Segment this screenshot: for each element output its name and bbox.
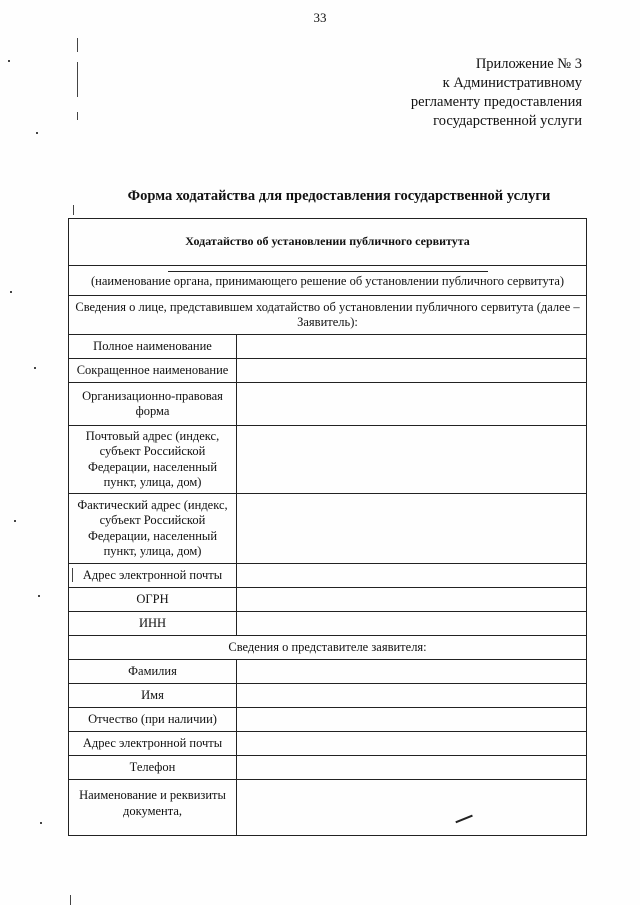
authority-name-line [168,271,488,272]
appendix-line: Приложение № 3 [475,56,582,72]
short-name-field[interactable] [237,359,587,383]
representative-email-field[interactable] [237,732,587,756]
phone-field[interactable] [237,756,587,780]
row-label-short-name: Сокращенное наименование [69,359,237,383]
appendix-line: регламенту предоставления [410,94,582,110]
appendix-line: к Административному [442,75,582,91]
legal-form-field[interactable] [237,383,587,426]
applicant-section-heading: Сведения о лице, представившем ходатайство об установлении публичного сервитута (далее – Заявитель): [69,296,587,335]
row-label-surname: Фамилия [69,660,237,684]
full-name-field[interactable] [237,335,587,359]
row-label-representative-email: Адрес электронной почты [69,732,237,756]
scan-mark [40,822,42,824]
document-details-field[interactable] [237,780,587,836]
patronymic-field[interactable] [237,708,587,732]
authority-name-field[interactable] [69,266,587,296]
row-label-ogrn: ОГРН [69,588,237,612]
petition-form-table [68,218,587,836]
authority-name-caption: (наименование органа, принимающего решение об установлении публичного сервитута) [90,274,565,289]
scan-mark [77,38,78,52]
ogrn-field[interactable] [237,588,587,612]
row-label-inn: ИНН [69,612,237,636]
page-number: 33 [313,10,327,25]
surname-field[interactable] [237,660,587,684]
row-label-full-name: Полное наименование [69,335,237,359]
row-label-legal-form: Организационно-правовая форма [69,383,237,426]
postal-address-field[interactable] [237,426,587,494]
row-label-document-details: Наименование и реквизиты документа, [69,780,237,836]
scan-mark [77,62,78,97]
scan-mark [34,367,36,369]
row-label-patronymic: Отчество (при наличии) [69,708,237,732]
scan-mark [14,520,16,522]
scan-mark [73,205,74,215]
form-title: Форма ходатайства для предоставления государственной услуги [127,188,551,204]
email-field[interactable] [237,564,587,588]
actual-address-field[interactable] [237,494,587,564]
row-label-email: Адрес электронной почты [69,564,237,588]
scan-mark [36,132,38,134]
appendix-line: государственной услуги [433,113,582,129]
row-label-first-name: Имя [69,684,237,708]
appendix-caption [411,55,582,131]
scan-mark [38,595,40,597]
scan-mark [70,895,71,905]
row-label-actual-address: Фактический адрес (индекс, субъект Российской Федерации, населенный пункт, улица, дом) [69,494,237,564]
row-label-phone: Телефон [69,756,237,780]
table-header: Ходатайство об установлении публичного сервитута [69,219,587,266]
scan-mark [10,291,12,293]
row-label-postal-address: Почтовый адрес (индекс, субъект Российской Федерации, населенный пункт, улица, дом) [69,426,237,494]
inn-field[interactable] [237,612,587,636]
scan-mark [77,112,78,120]
representative-section-heading: Сведения о представителе заявителя: [69,636,587,660]
scan-mark [8,60,10,62]
first-name-field[interactable] [237,684,587,708]
